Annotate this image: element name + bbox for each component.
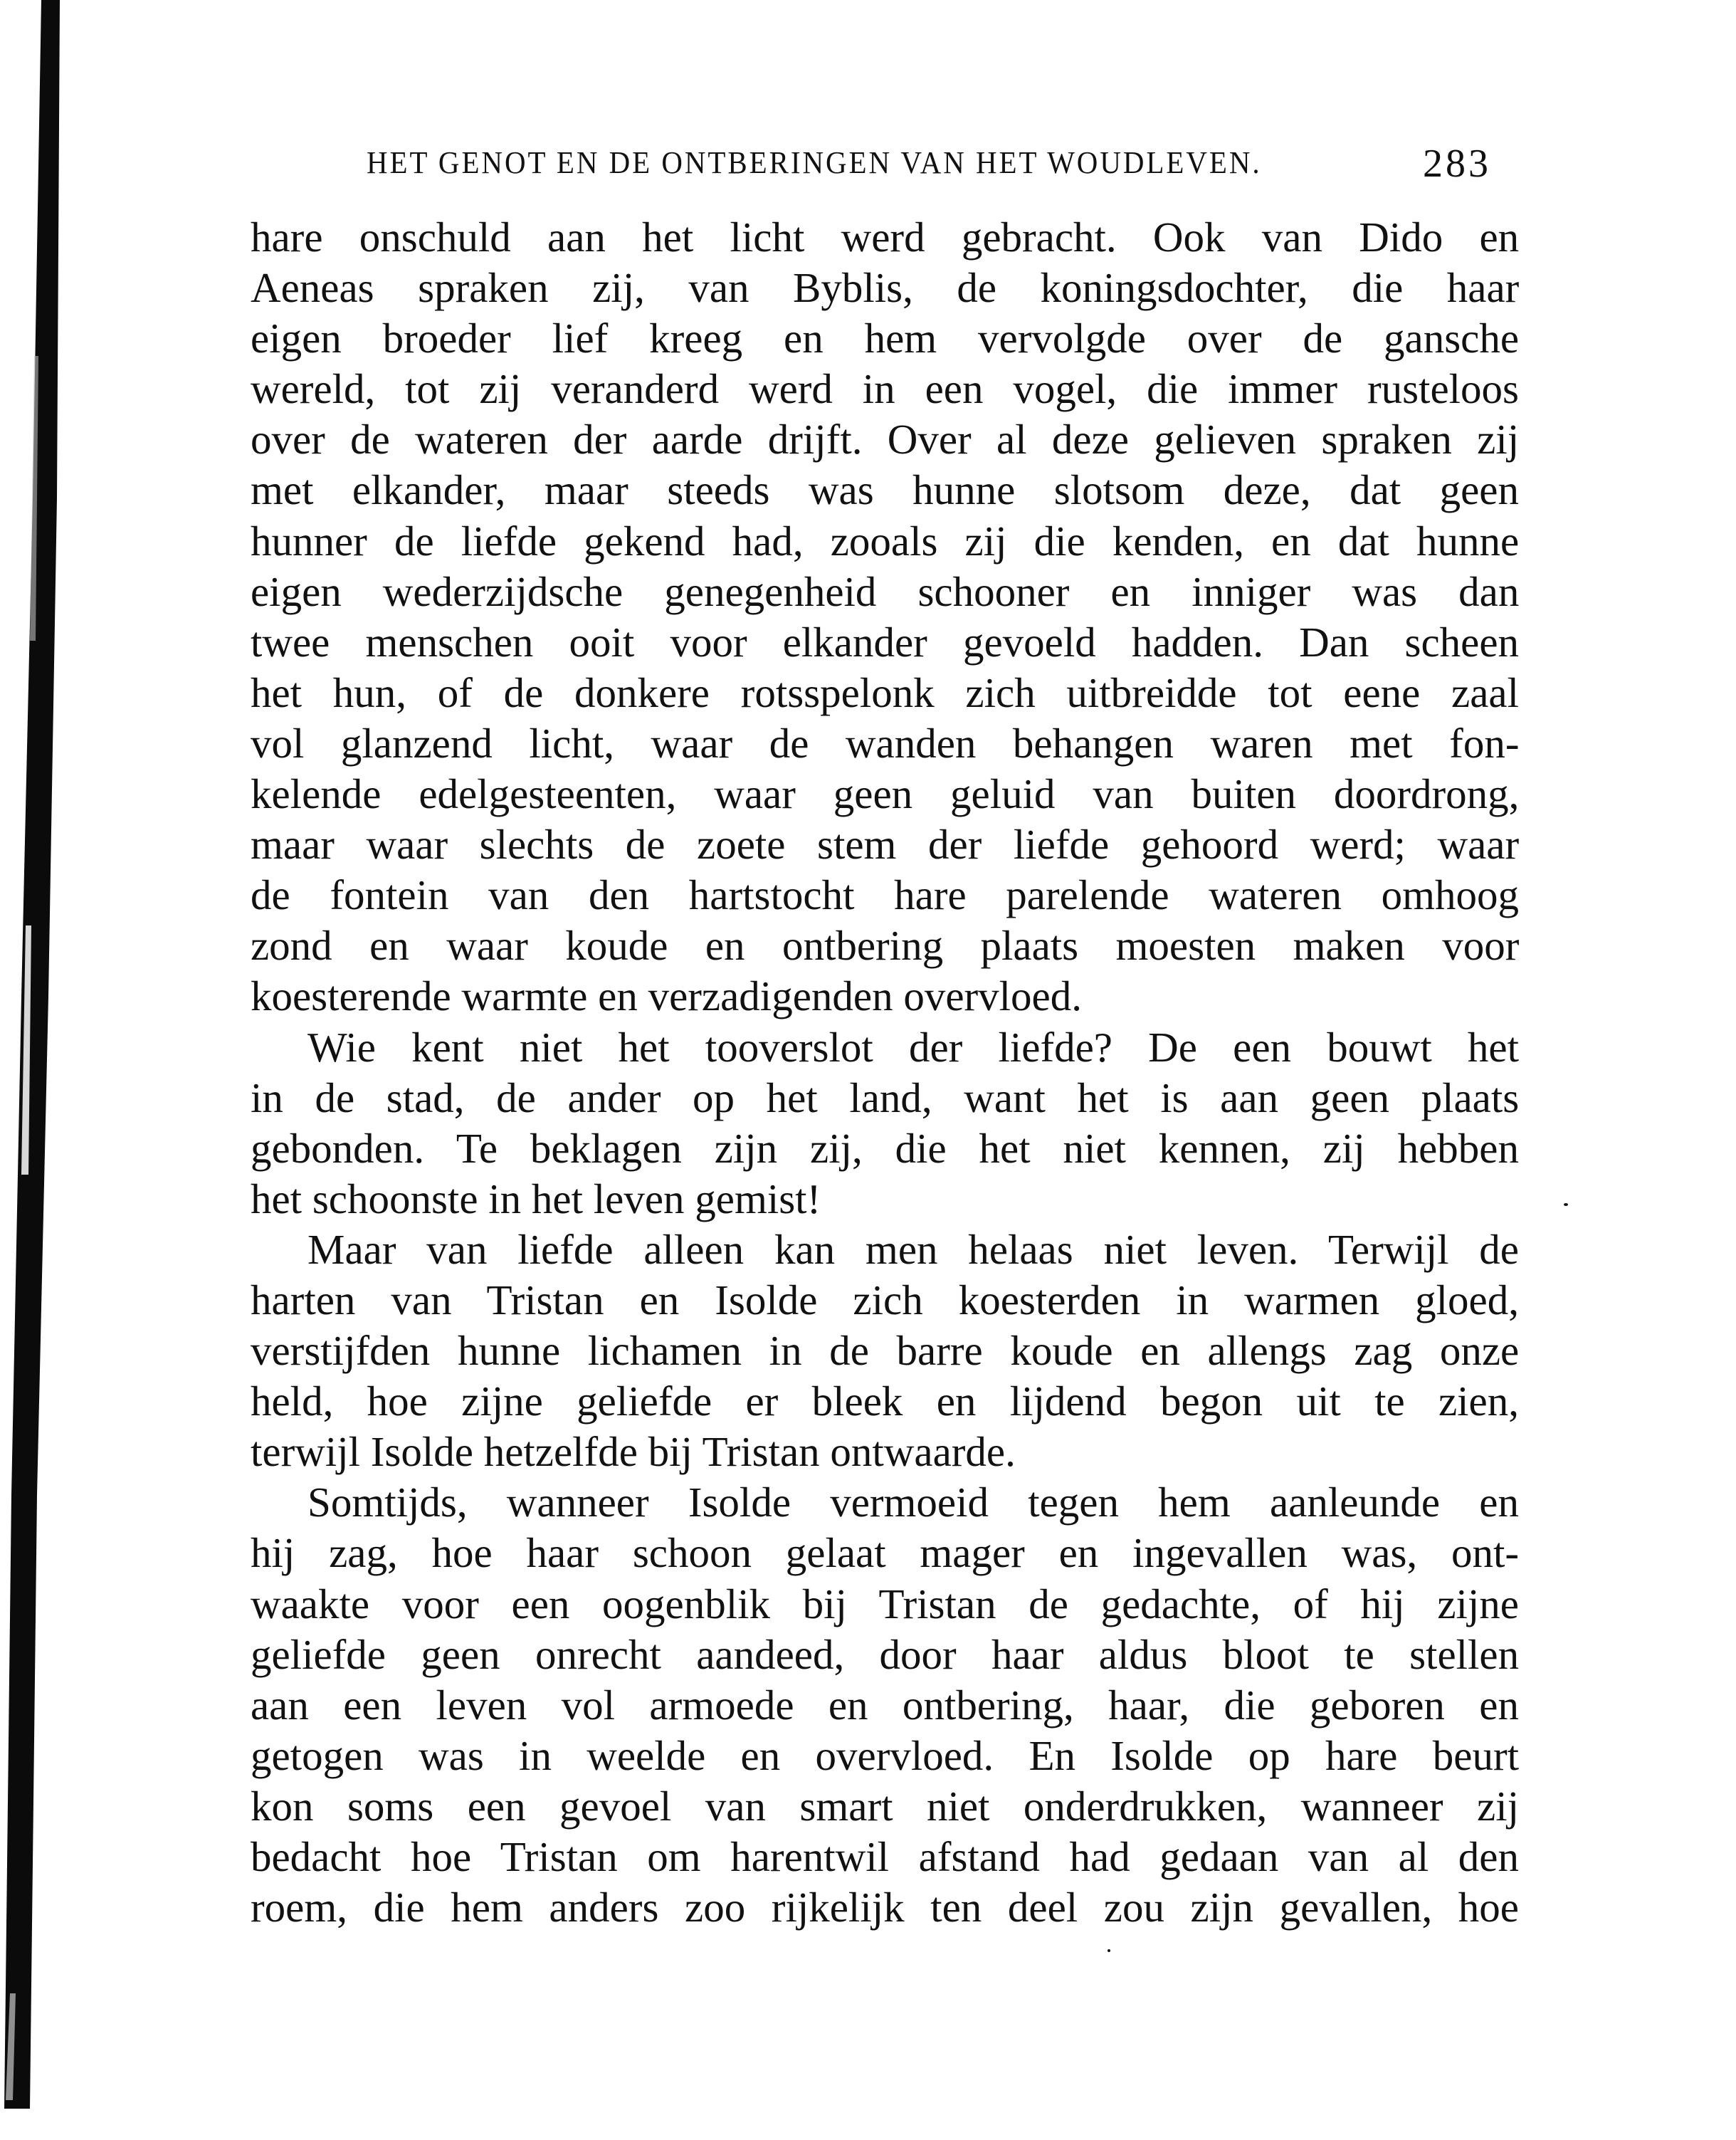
text-line: eigen broeder lief kreeg en hem vervolgde over de gansche	[251, 315, 1520, 362]
body-text	[251, 212, 1519, 1933]
text-line: hare onschuld aan het licht werd gebracht. Ook van Dido en	[251, 214, 1520, 261]
text-line: vol glanzend licht, waar de wanden behangen waren met fon-	[251, 719, 1520, 767]
page-number: 283	[1423, 142, 1491, 186]
text-line: Maar van liefde alleen kan men helaas niet leven. Terwijl de	[307, 1225, 1519, 1273]
scanned-binding-edge	[0, 0, 78, 2109]
running-head	[367, 142, 1491, 186]
text-line: gebonden. Te beklagen zijn zij, die het niet kennen, zij hebben	[251, 1124, 1519, 1172]
text-line: over de wateren der aarde drijft. Over al deze gelieven spraken zij	[251, 416, 1520, 463]
scan-speck	[1108, 1949, 1110, 1952]
text-line: Somtijds, wanneer Isolde vermoeid tegen hem aanleunde en	[307, 1479, 1519, 1526]
text-line: hij zag, hoe haar schoon gelaat mager en ingevallen was, ont-	[251, 1529, 1519, 1577]
text-line: de fontein van den hartstocht hare parelende wateren omhoog	[251, 871, 1519, 919]
text-line: verstijfden hunne lichamen in de barre koude en allengs zag onze	[251, 1327, 1520, 1375]
text-line: het schoonste in het leven gemist!	[251, 1175, 821, 1222]
running-head-title: HET GENOT EN DE ONTBERINGEN VAN HET WOUDLEVEN.	[367, 145, 1262, 180]
text-line: koesterende warmte en verzadigenden overvloed.	[251, 972, 1082, 1020]
text-line: hunner de liefde gekend had, zooals zij die kenden, en dat hunne	[251, 517, 1520, 565]
text-line: Wie kent niet het tooverslot der liefde? De een bouwt het	[307, 1023, 1519, 1071]
text-line: kelende edelgesteenten, waar geen geluid van buiten doordrong,	[251, 770, 1520, 818]
text-line: geliefde geen onrecht aandeed, door haar aldus bloot te stellen	[251, 1630, 1520, 1678]
text-line: aan een leven vol armoede en ontbering, haar, die geboren en	[251, 1681, 1519, 1729]
text-line: waakte voor een oogenblik bij Tristan de gedachte, of hij zijne	[251, 1580, 1519, 1627]
text-line: maar waar slechts de zoete stem der liefde gehoord werd; waar	[251, 821, 1520, 869]
scan-speck	[1564, 1203, 1568, 1206]
text-line: wereld, tot zij veranderd werd in een vogel, die immer rusteloos	[251, 365, 1519, 413]
text-line: twee menschen ooit voor elkander gevoeld hadden. Dan scheen	[251, 618, 1520, 666]
text-line: kon soms een gevoel van smart niet onderdrukken, wanneer zij	[251, 1782, 1519, 1830]
text-line: bedacht hoe Tristan om harentwil afstand had gedaan van al den	[251, 1833, 1519, 1880]
text-line: het hun, of de donkere rotsspelonk zich uitbreidde tot eene zaal	[251, 668, 1519, 716]
text-line: zond en waar koude en ontbering plaats moesten maken voor	[251, 922, 1520, 970]
text-line: Aeneas spraken zij, van Byblis, de koningsdochter, die haar	[251, 264, 1520, 312]
text-line: eigen wederzijdsche genegenheid schooner en inniger was dan	[251, 567, 1520, 615]
text-line: terwijl Isolde hetzelfde bij Tristan ontwaarde.	[251, 1428, 1016, 1476]
text-line: in de stad, de ander op het land, want het is aan geen plaats	[251, 1074, 1520, 1121]
text-line: met elkander, maar steeds was hunne slotsom deze, dat geen	[251, 466, 1519, 514]
text-line: harten van Tristan en Isolde zich koesterden in warmen gloed,	[251, 1276, 1519, 1323]
text-line: getogen was in weelde en overvloed. En Isolde op hare beurt	[251, 1731, 1519, 1779]
text-line: held, hoe zijne geliefde er bleek en lijdend begon uit te zien,	[251, 1378, 1519, 1425]
text-line: roem, die hem anders zoo rijkelijk ten deel zou zijn gevallen, hoe	[251, 1884, 1519, 1931]
